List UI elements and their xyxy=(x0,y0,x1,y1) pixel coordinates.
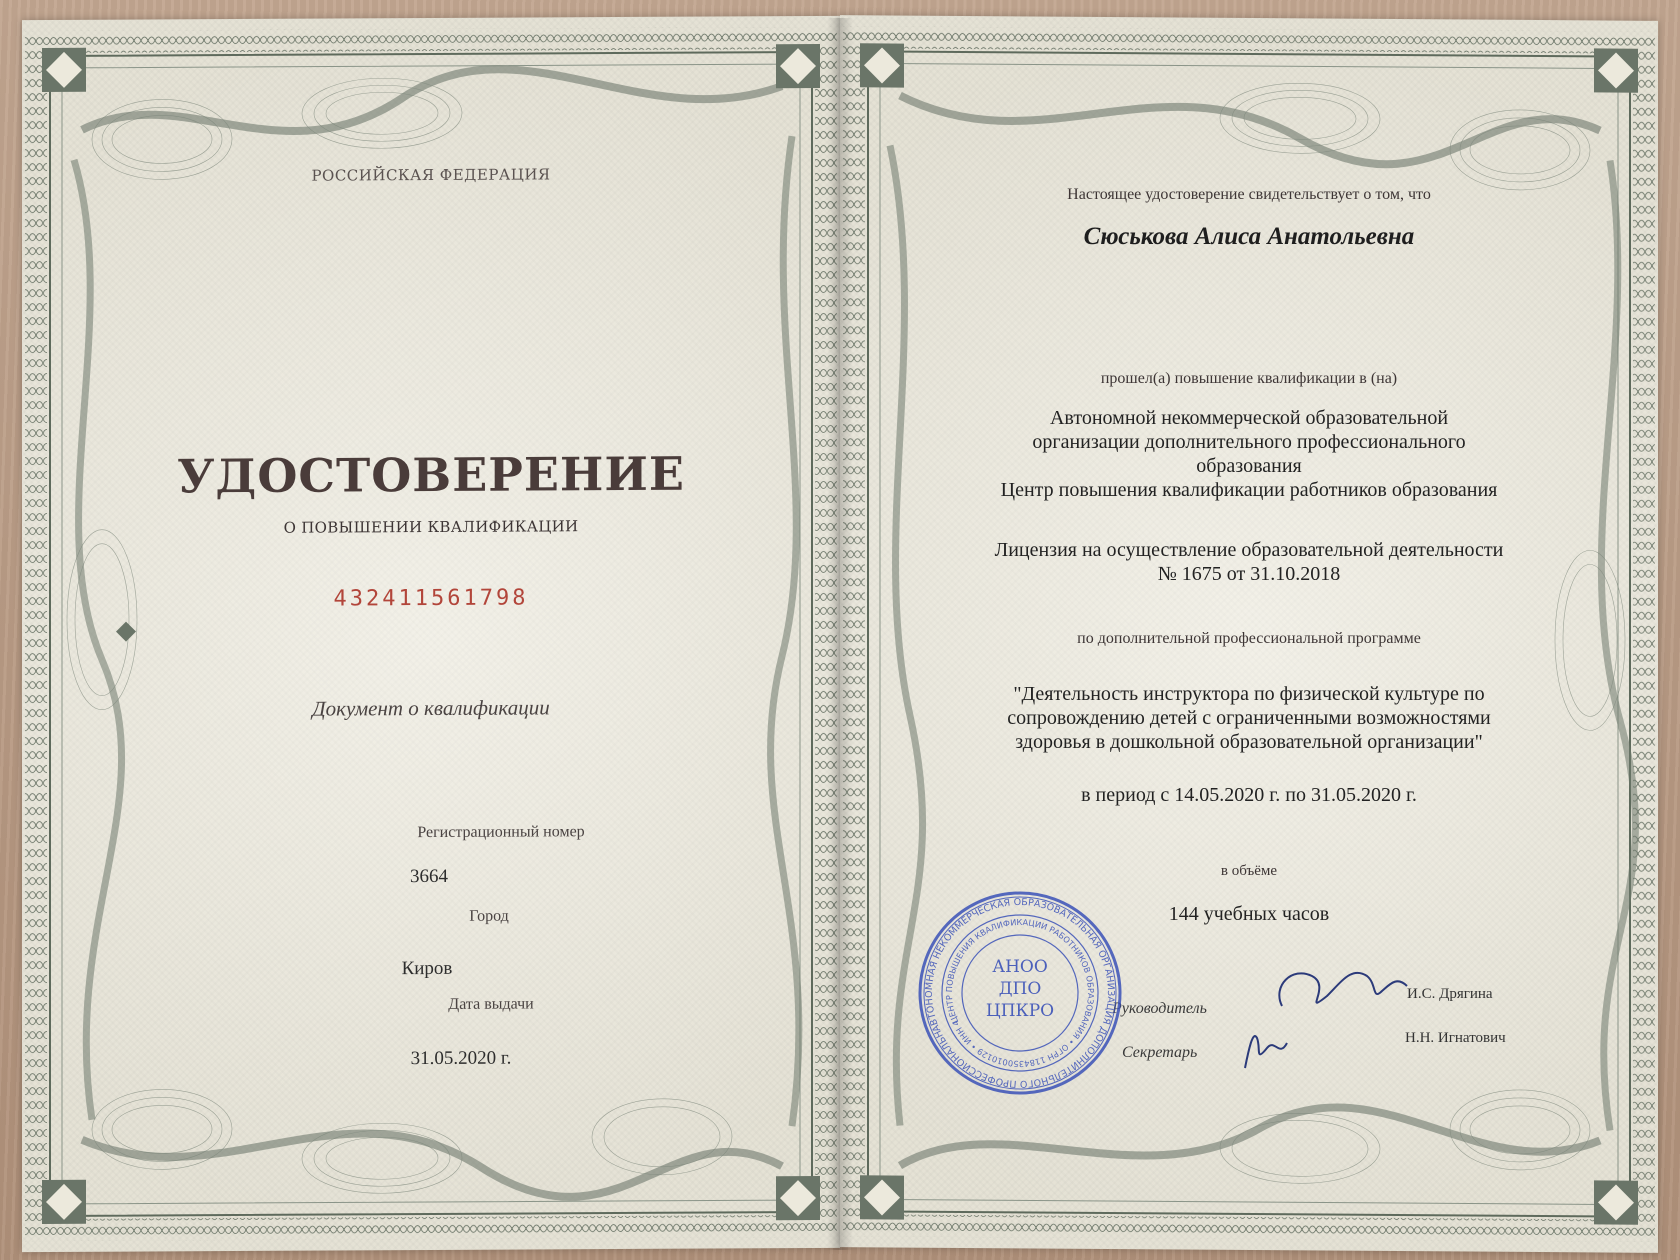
organization-line: образования xyxy=(1196,455,1302,477)
serial-number: 432411561798 xyxy=(333,585,529,612)
certificate-spread xyxy=(22,18,1658,1250)
city-value: Киров xyxy=(401,957,453,980)
document-title: УДОСТОВЕРЕНИЕ xyxy=(177,446,685,504)
training-period: в период с 14.05.2020 г. по 31.05.2020 г. xyxy=(1081,784,1417,806)
left-page xyxy=(22,16,840,1252)
head-role-label: Руководитель xyxy=(1112,1000,1207,1017)
program-line: "Деятельность инструктора по физической культуре по xyxy=(1013,683,1485,705)
organization-name xyxy=(840,406,1658,502)
registration-number-label: Регистрационный номер xyxy=(417,823,585,842)
secretary-role-label: Секретарь xyxy=(1122,1044,1198,1061)
stamp-center-line: ЦПКРО xyxy=(985,1001,1055,1021)
issue-date: 31.05.2020 г. xyxy=(410,1047,512,1070)
program-label: по дополнительной профессиональной программе xyxy=(1077,630,1421,647)
license-line: Лицензия на осуществление образовательной деятельности xyxy=(994,539,1504,561)
certificate-intro: Настоящее удостоверение свидетельствует о том, что xyxy=(1067,186,1431,203)
license-info xyxy=(840,538,1658,586)
secretary-signature xyxy=(1237,1018,1297,1078)
document-subtitle: О ПОВЫШЕНИИ КВАЛИФИКАЦИИ xyxy=(283,517,579,537)
city-label: Город xyxy=(469,907,509,925)
program-line: сопровождению детей с ограниченными возможностями xyxy=(1007,707,1491,729)
organization-line: организации дополнительного профессионального xyxy=(1032,431,1466,453)
registration-number: 3664 xyxy=(410,865,448,888)
stamp-ring-text: АВТОНОМНАЯ НЕКОММЕРЧЕСКАЯ ОБРАЗОВАТЕЛЬНАЯ ОРГАНИЗАЦИЯ ДОПОЛНИТЕЛЬНОГО ПРОФЕССИОНАЛЬНОГО xyxy=(923,896,1117,1090)
holder-name: Сюськова Алиса Анатольевна xyxy=(1083,223,1415,250)
head-name: И.С. Дрягина xyxy=(1407,986,1493,1002)
volume-hours: 144 учебных часов xyxy=(1168,903,1330,925)
stamp-center-line: АНОО xyxy=(992,957,1048,977)
organization-stamp xyxy=(915,888,1125,1098)
organization-line: Центр повышения квалификации работников образования xyxy=(1000,479,1498,501)
stamp-inner-text: ЦЕНТР ПОВЫШЕНИЯ КВАЛИФИКАЦИИ РАБОТНИКОВ ОБРАЗОВАНИЯ • ОГРН 1184350010129 • ИНН 4345483211 xyxy=(943,916,1097,1070)
license-line: № 1675 от 31.10.2018 xyxy=(1157,563,1341,585)
organization-line: Автономной некоммерческой образовательной xyxy=(1049,407,1449,429)
document-type: Документ о квалификации xyxy=(312,695,550,721)
program-line: здоровья в дошкольной образовательной организации" xyxy=(1015,731,1483,753)
completed-training-label: прошел(а) повышение квалификации в (на) xyxy=(1100,370,1398,387)
stamp-center-line: ДПО xyxy=(998,979,1042,999)
head-signature xyxy=(1272,946,1412,1026)
country-label: РОССИЙСКАЯ ФЕДЕРАЦИЯ xyxy=(311,165,551,185)
secretary-name: Н.Н. Игнатович xyxy=(1405,1030,1506,1046)
issue-date-label: Дата выдачи xyxy=(448,995,534,1013)
program-title xyxy=(840,682,1658,754)
volume-label: в объёме xyxy=(1220,863,1278,879)
